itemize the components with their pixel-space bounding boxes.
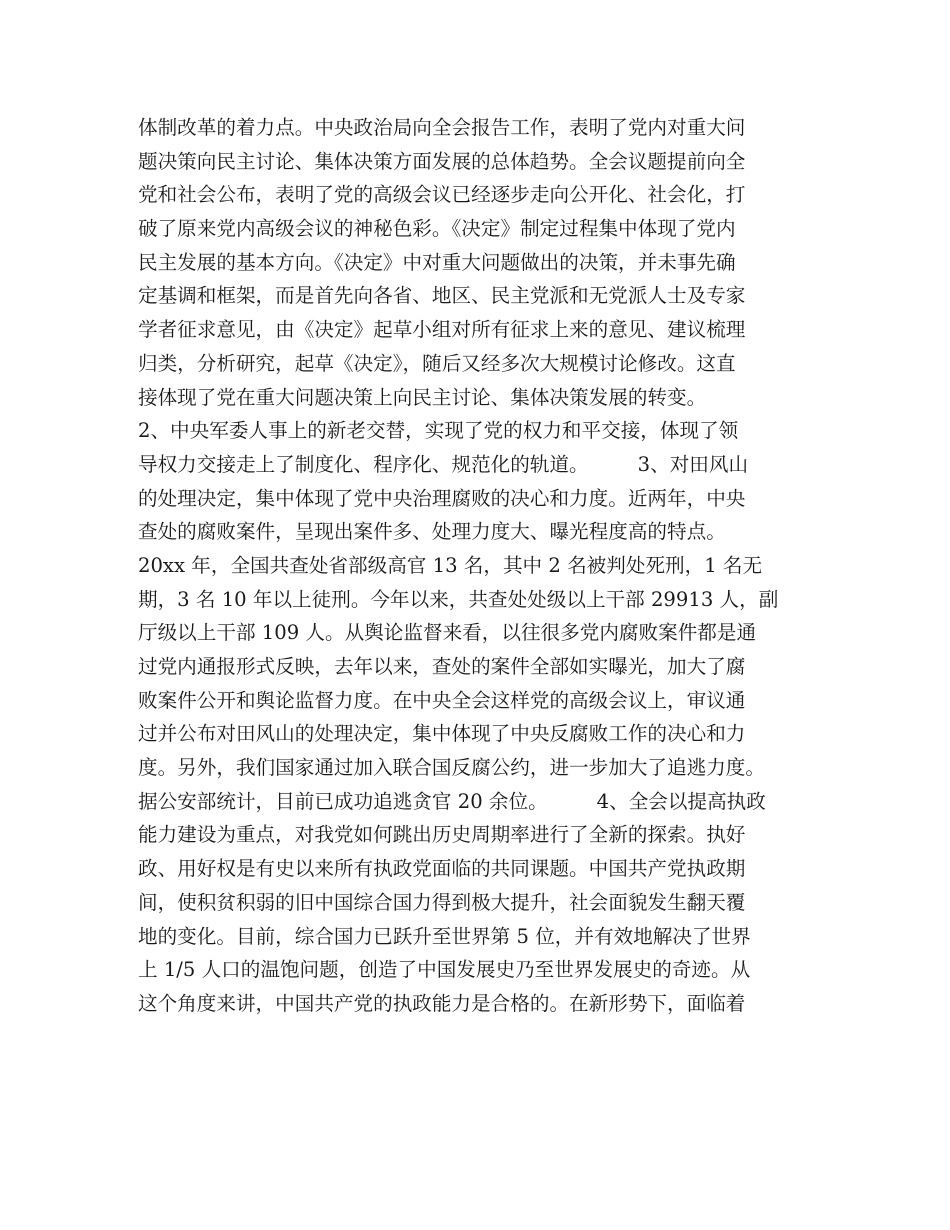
body-text	[138, 111, 828, 1021]
text-line: 归类，分析研究，起草《决定》，随后又经多次大规模讨论修改。这直	[138, 351, 736, 375]
text-line: 地的变化。目前，综合国力已跃升至世界第 5 位，并有效地解决了世界	[138, 924, 751, 948]
text-line: 20xx 年，全国共查处省部级高官 13 名，其中 2 名被判处死刑，1 名无	[138, 553, 763, 577]
text-line: 政、用好权是有史以来所有执政党面临的共同课题。中国共产党执政期	[138, 857, 746, 881]
text-line: 民主发展的基本方向。《决定》中对重大问题做出的决策，并未事先确	[138, 250, 736, 274]
text-line: 定基调和框架，而是首先向各省、地区、民主党派和无党派人士及专家	[138, 284, 746, 308]
text-line: 2、中央军委人事上的新老交替，实现了党的权力和平交接，体现了领	[138, 419, 739, 443]
text-line: 题决策向民主讨论、集体决策方面发展的总体趋势。全会议题提前向全	[138, 149, 746, 173]
text-line: 过党内通报形式反映，去年以来，查处的案件全部如实曝光，加大了腐	[138, 655, 746, 678]
text-line: 厅级以上干部 109 人。从舆论监督来看，以往很多党内腐败案件都是通	[138, 621, 757, 645]
text-line: 度。另外，我们国家通过加入联合国反腐公约，进一步加大了追逃力度。	[138, 756, 765, 780]
text-line: 破了原来党内高级会议的神秘色彩。《决定》制定过程集中体现了党内	[138, 217, 736, 241]
text-line: 能力建设为重点，对我党如何跳出历史周期率进行了全新的探索。执好	[138, 823, 746, 847]
text-line: 过并公布对田风山的处理决定，集中体现了中央反腐败工作的决心和力	[138, 722, 746, 746]
text-line: 据公安部统计，目前已成功追逃贪官 20 余位。 4、全会以提高执政	[138, 789, 766, 813]
text-line: 的处理决定，集中体现了党中央治理腐败的决心和力度。近两年，中央	[138, 486, 746, 510]
text-line: 败案件公开和舆论监督力度。在中央全会这样党的高级会议上，审议通	[138, 688, 746, 712]
text-line: 学者征求意见，由《决定》起草小组对所有征求上来的意见、建议梳理	[138, 318, 746, 342]
text-line: 这个角度来讲，中国共产党的执政能力是合格的。在新形势下，面临着	[138, 991, 746, 1015]
text-line: 导权力交接走上了制度化、程序化、规范化的轨道。 3、对田风山	[138, 452, 749, 476]
text-line: 体制改革的着力点。中央政治局向全会报告工作，表明了党内对重大问	[138, 116, 746, 139]
text-line: 期，3 名 10 年以上徒刑。今年以来，共查处处级以上干部 29913 人，副	[138, 587, 779, 611]
text-line: 查处的腐败案件，呈现出案件多、处理力度大、曝光程度高的特点。	[138, 520, 726, 544]
text-line: 接体现了党在重大问题决策上向民主讨论、集体决策发展的转变。	[138, 385, 707, 409]
text-line: 间，使积贫积弱的旧中国综合国力得到极大提升，社会面貌发生翻天覆	[138, 890, 746, 914]
text-line: 上 1/5 人口的温饱问题，创造了中国发展史乃至世界发展史的奇迹。从	[138, 958, 751, 982]
text-line: 党和社会公布，表明了党的高级会议已经逐步走向公开化、社会化，打	[138, 183, 746, 207]
